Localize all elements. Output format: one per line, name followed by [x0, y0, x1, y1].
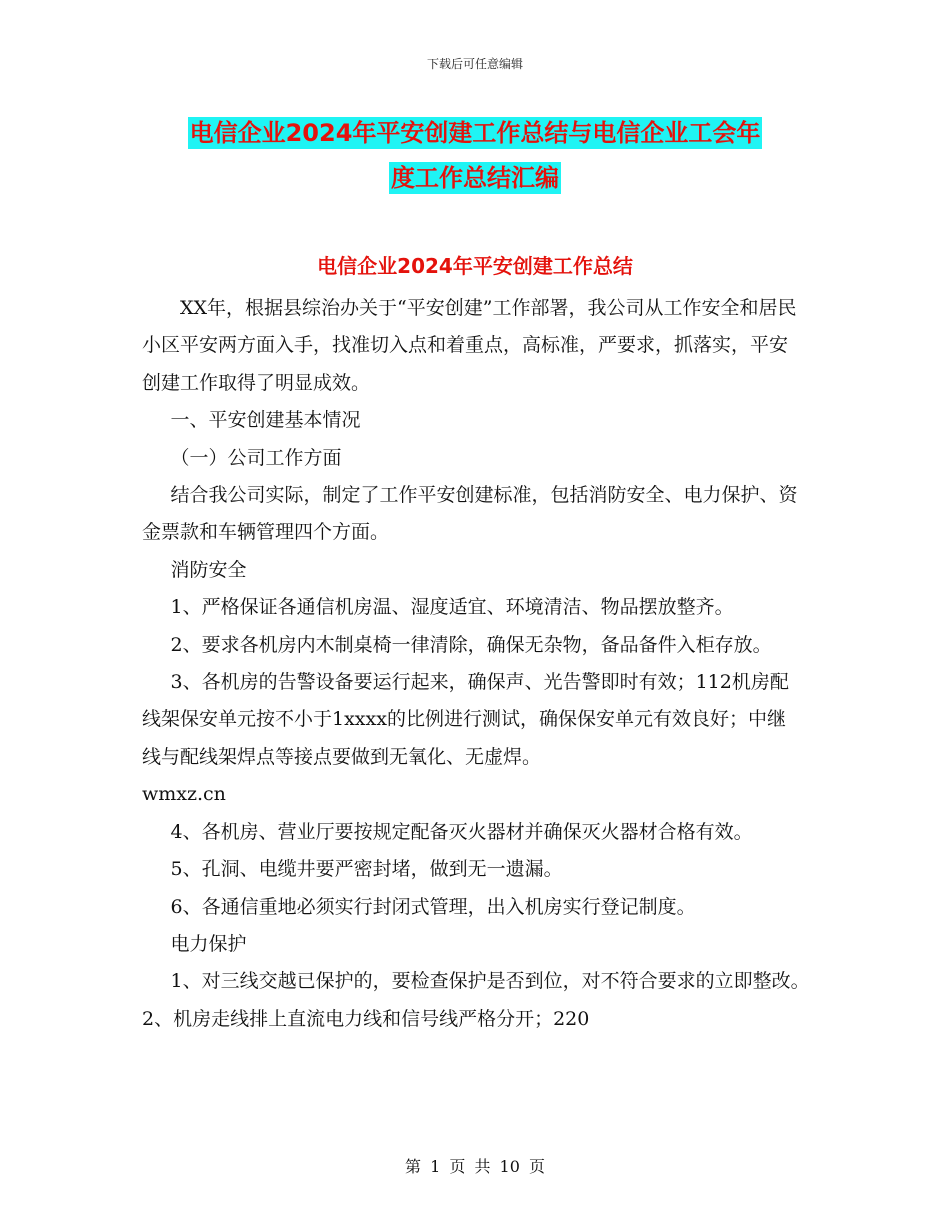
list-item-fire-5: 5、孔洞、电缆井要严密封堵，做到无一遗漏。	[170, 858, 563, 881]
header-note: 下载后可任意编辑	[426, 57, 523, 71]
section-title: 电信企业2024年平安创建工作总结	[317, 254, 633, 278]
subheading-power-protection: 电力保护	[170, 932, 247, 955]
list-item-power-1: 1、对三线交越已保护的，要检查保护是否到位，对不符合要求的立即整改。 2、机房走线排上直流电力线和信号线严格分开；220	[142, 970, 839, 1030]
document-title-line-2: 度工作总结汇编	[391, 164, 559, 192]
document-title-line-1: 电信企业2024年平安创建工作总结与电信企业工会年	[189, 119, 761, 147]
list-item-fire-4: 4、各机房、营业厅要按规定配备灭火器材并确保灭火器材合格有效。	[170, 820, 753, 843]
subheading-company-work: （一）公司工作方面	[170, 446, 342, 469]
source-text: wmxz.cn	[142, 783, 226, 806]
document-body	[142, 290, 839, 1038]
paragraph-intro: XX年，根据县综治办关于“平安创建”工作部署，我公司从工作安全和居民小区平安两方面入手，找准切入点和着重点，高标准，严要求，抓落实，平安创建工作取得了明显成效。	[142, 297, 797, 394]
list-item-fire-3: 3、各机房的告警设备要运行起来，确保声、光告警即时有效；112机房配线架保安单元按不小于1xxxx的比例进行测试，确保保安单元有效良好；中继线与配线架焊点等接点要做到无氧化、无虚焊。	[142, 671, 789, 768]
list-item-fire-1: 1、严格保证各通信机房温、湿度适宜、环境清洁、物品摆放整齐。	[170, 596, 734, 619]
subheading-fire-safety: 消防安全	[170, 558, 247, 581]
list-item-fire-6: 6、各通信重地必须实行封闭式管理，出入机房实行登记制度。	[170, 895, 696, 918]
page-footer: 第 1 页 共 10 页	[405, 1157, 545, 1176]
paragraph-standards: 结合我公司实际，制定了工作平安创建标准，包括消防安全、电力保护、资金票款和车辆管理四个方面。	[142, 484, 798, 544]
list-item-fire-2: 2、要求各机房内木制桌椅一律清除，确保无杂物，备品备件入柜存放。	[170, 633, 772, 656]
heading-basic-situation: 一、平安创建基本情况	[170, 409, 361, 432]
